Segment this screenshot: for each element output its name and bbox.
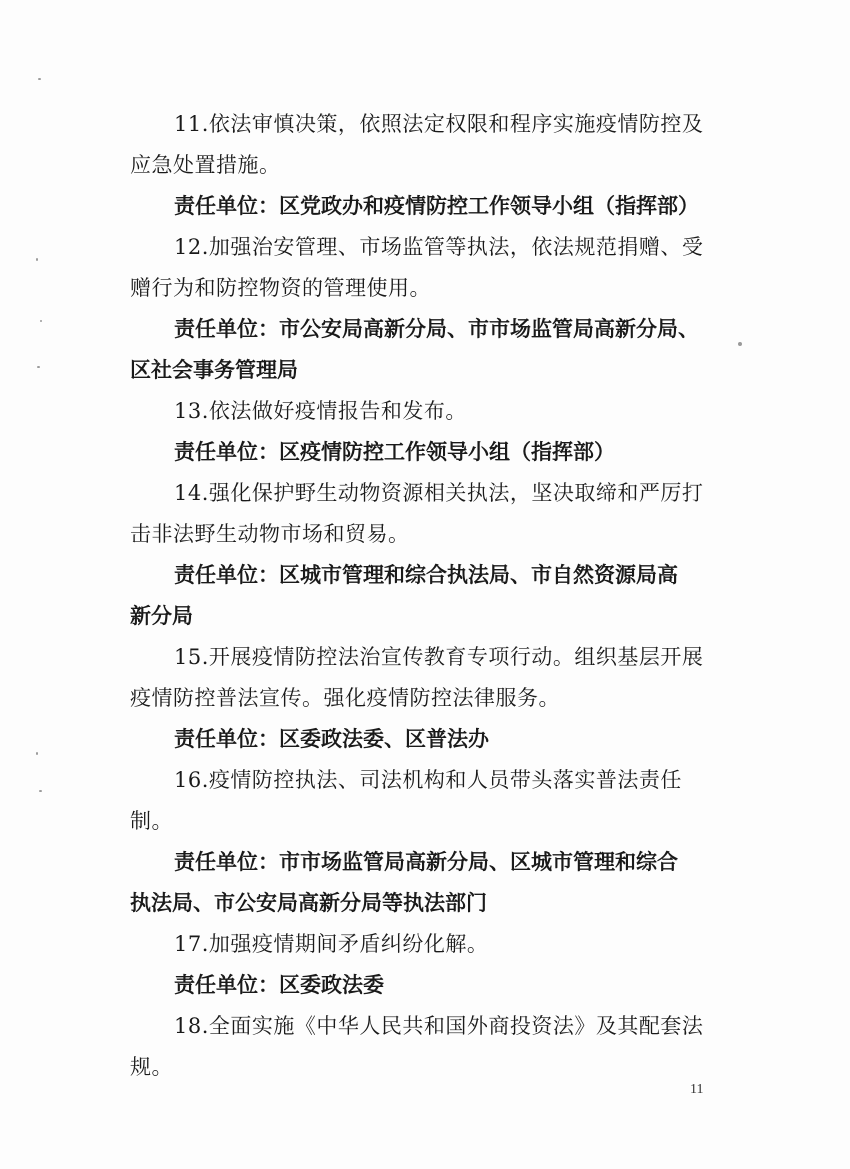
paragraph-line: 制。 [130, 809, 173, 833]
paragraph-line: 14.强化保护野生动物资源相关执法，坚决取缔和严厉打 [174, 481, 704, 505]
paragraph-line: 17.加强疫情期间矛盾纠纷化解。 [174, 932, 489, 956]
paragraph-line: 11.依法审慎决策，依照法定权限和程序实施疫情防控及 [174, 112, 704, 136]
paragraph-line: 疫情防控普法宣传。强化疫情防控法律服务。 [130, 686, 560, 710]
scan-speck [36, 258, 38, 261]
paragraph-line: 13.依法做好疫情报告和发布。 [174, 399, 467, 423]
paragraph-line: 应急处置措施。 [130, 153, 281, 177]
responsible-unit-line: 责任单位：市市场监管局高新分局、区城市管理和综合 [174, 850, 678, 874]
responsible-unit-line: 责任单位：区党政办和疫情防控工作领导小组（指挥部） [174, 194, 699, 218]
responsible-unit-line: 新分局 [130, 604, 193, 628]
scan-speck [38, 78, 41, 80]
paragraph-line: 15.开展疫情防控法治宣传教育专项行动。组织基层开展 [174, 645, 704, 669]
paragraph-line: 16.疫情防控执法、司法机构和人员带头落实普法责任 [174, 768, 682, 792]
responsible-unit-line: 执法局、市公安局高新分局等执法部门 [130, 891, 487, 915]
responsible-unit-line: 责任单位：市公安局高新分局、市市场监管局高新分局、 [174, 317, 699, 341]
scan-speck [738, 342, 742, 346]
paragraph-line: 12.加强治安管理、市场监管等执法，依法规范捐赠、受 [174, 235, 704, 259]
paragraph-line: 18.全面实施《中华人民共和国外商投资法》及其配套法 [174, 1014, 704, 1038]
responsible-unit-line: 责任单位：区城市管理和综合执法局、市自然资源局高 [174, 563, 678, 587]
responsible-unit-line: 区社会事务管理局 [130, 358, 298, 382]
responsible-unit-line: 责任单位：区委政法委、区普法办 [174, 727, 489, 751]
responsible-unit-line: 责任单位：区委政法委 [174, 973, 384, 997]
scan-speck [36, 752, 38, 755]
responsible-unit-line: 责任单位：区疫情防控工作领导小组（指挥部） [174, 440, 615, 464]
scan-speck [37, 366, 40, 368]
scan-speck [39, 790, 42, 792]
paragraph-line: 规。 [130, 1055, 173, 1079]
paragraph-line: 击非法野生动物市场和贸易。 [130, 522, 410, 546]
paragraph-line: 赠行为和防控物资的管理使用。 [130, 276, 431, 300]
scan-speck [40, 320, 42, 322]
document-body [130, 104, 710, 1088]
page-number: 11 [690, 1082, 704, 1097]
